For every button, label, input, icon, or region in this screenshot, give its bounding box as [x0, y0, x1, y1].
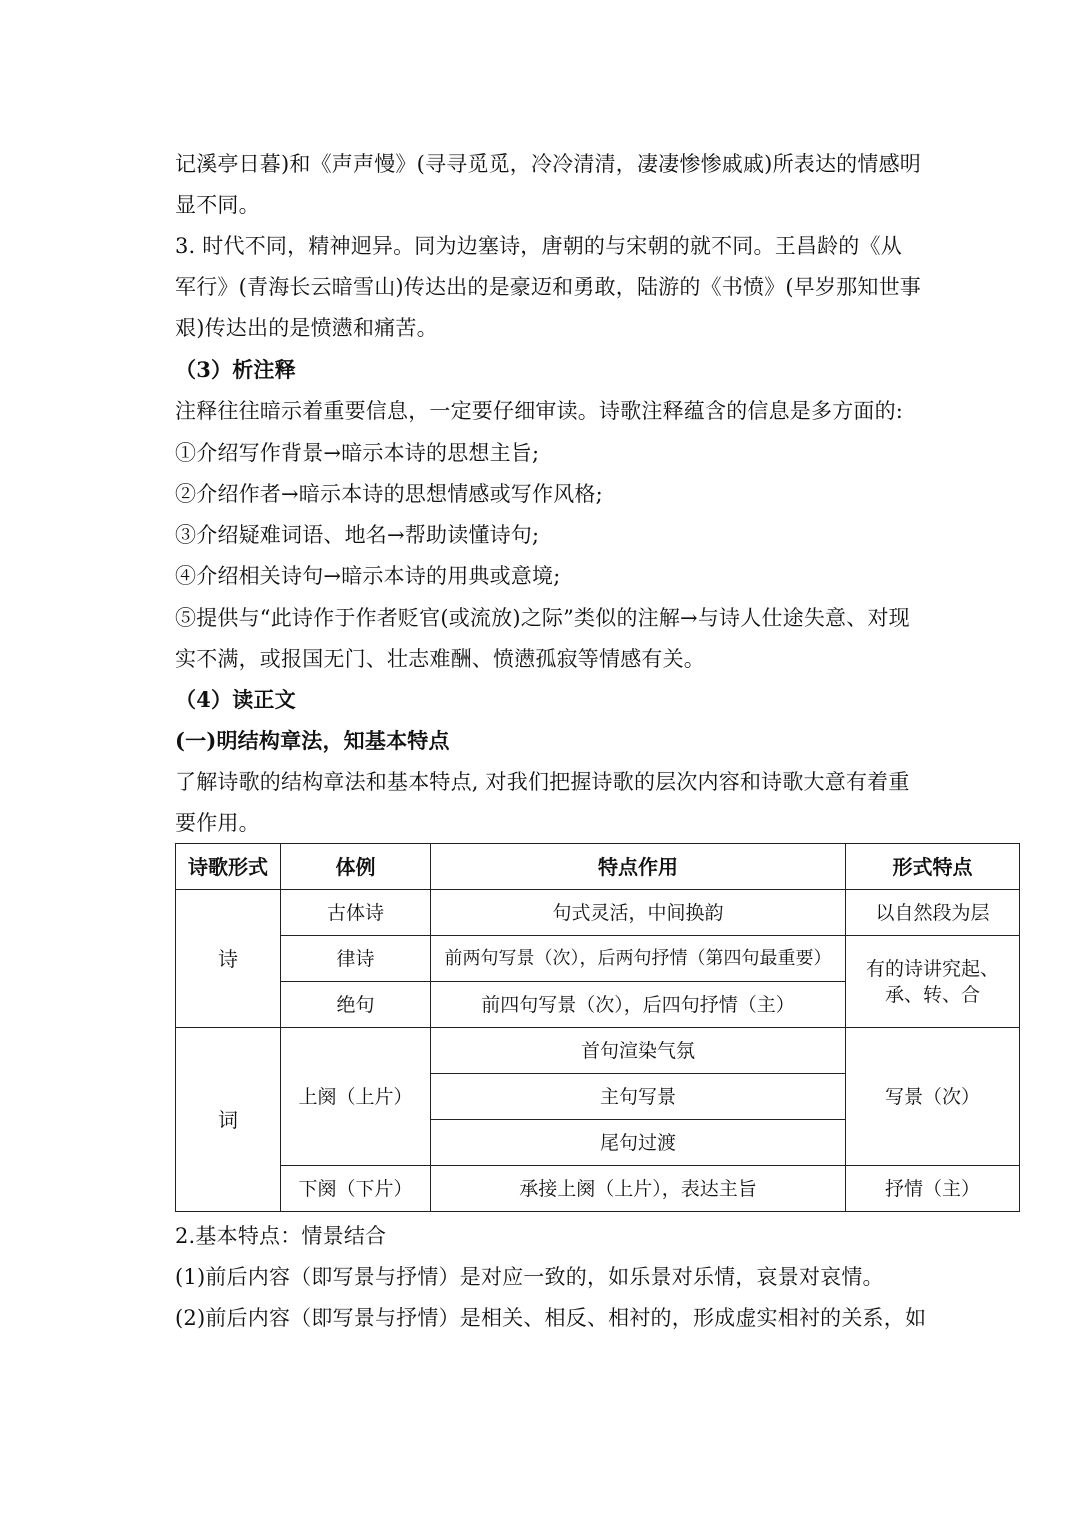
paragraph-line: 3. 时代不同，精神迥异。同为边塞诗，唐朝的与宋朝的就不同。王昌龄的《从	[175, 234, 902, 258]
section-heading: （3）析注释	[175, 357, 296, 382]
feature-cell: 前两句写景（次），后两句抒情（第四句最重要）	[431, 936, 846, 982]
table-row	[176, 1028, 1020, 1074]
form-feature-cell: 有的诗讲究起、承、转、合	[846, 936, 1020, 1028]
form-feature-cell: 写景（次）	[846, 1028, 1020, 1166]
table-header: 体例	[281, 844, 431, 890]
type-cell: 绝句	[281, 982, 431, 1028]
table-row	[176, 890, 1020, 936]
type-cell: 古体诗	[281, 890, 431, 936]
feature-cell: 首句渲染气氛	[431, 1028, 846, 1074]
table-header: 诗歌形式	[176, 844, 281, 890]
paragraph-line: (1)前后内容（即写景与抒情）是对应一致的，如乐景对乐情，哀景对哀情。	[175, 1265, 884, 1289]
paragraph-line: 显不同。	[175, 193, 260, 217]
list-item: ②介绍作者→暗示本诗的思想情感或写作风格;	[175, 482, 603, 506]
paragraph-line: 实不满，或报国无门、壮志难酬、愤懑孤寂等情感有关。	[175, 647, 705, 671]
table-header: 形式特点	[846, 844, 1020, 890]
paragraph-line: 2.基本特点：情景结合	[175, 1224, 387, 1248]
list-item: ③介绍疑难词语、地名→帮助读懂诗句;	[175, 523, 540, 547]
feature-cell: 承接上阕（上片），表达主旨	[431, 1166, 846, 1212]
paragraph-line: 记溪亭日暮)和《声声慢》(寻寻觅觅，冷冷清清，凄凄惨惨戚戚)所表达的情感明	[175, 152, 921, 176]
type-cell: 下阕（下片）	[281, 1166, 431, 1212]
table-header: 特点作用	[431, 844, 846, 890]
paragraph-line: 要作用。	[175, 811, 260, 835]
feature-cell: 句式灵活，中间换韵	[431, 890, 846, 936]
form-feature-cell: 以自然段为层	[846, 890, 1020, 936]
paragraph-line: 军行》(青海长云暗雪山)传达出的是豪迈和勇敢，陆游的《书愤》(早岁那知世事	[175, 275, 921, 299]
form-shi-cell: 诗	[176, 890, 281, 1028]
feature-cell: 前四句写景（次），后四句抒情（主）	[431, 982, 846, 1028]
table-row	[176, 1166, 1020, 1212]
paragraph-line: 艰)传达出的是愤懑和痛苦。	[175, 316, 438, 340]
feature-cell: 尾句过渡	[431, 1120, 846, 1166]
table-header-row	[176, 844, 1020, 890]
poetry-structure-table	[175, 843, 1020, 1212]
section-heading: （4）读正文	[175, 687, 296, 712]
feature-cell: 主句写景	[431, 1074, 846, 1120]
list-item: ①介绍写作背景→暗示本诗的思想主旨;	[175, 441, 540, 465]
list-item: ④介绍相关诗句→暗示本诗的用典或意境;	[175, 564, 561, 588]
type-cell: 律诗	[281, 936, 431, 982]
paragraph-line: 了解诗歌的结构章法和基本特点, 对我们把握诗歌的层次内容和诗歌大意有着重	[175, 770, 910, 794]
type-cell: 上阕（上片）	[281, 1028, 431, 1166]
subsection-heading: (一)明结构章法，知基本特点	[175, 728, 450, 753]
table-row	[176, 936, 1020, 982]
form-ci-cell: 词	[176, 1028, 281, 1212]
paragraph-line: (2)前后内容（即写景与抒情）是相关、相反、相衬的，形成虚实相衬的关系，如	[175, 1306, 927, 1330]
form-feature-cell: 抒情（主）	[846, 1166, 1020, 1212]
list-item: ⑤提供与“此诗作于作者贬官(或流放)之际”类似的注解→与诗人仕途失意、对现	[175, 606, 910, 630]
paragraph-line: 注释往往暗示着重要信息，一定要仔细审读。诗歌注释蕴含的信息是多方面的:	[175, 399, 904, 423]
